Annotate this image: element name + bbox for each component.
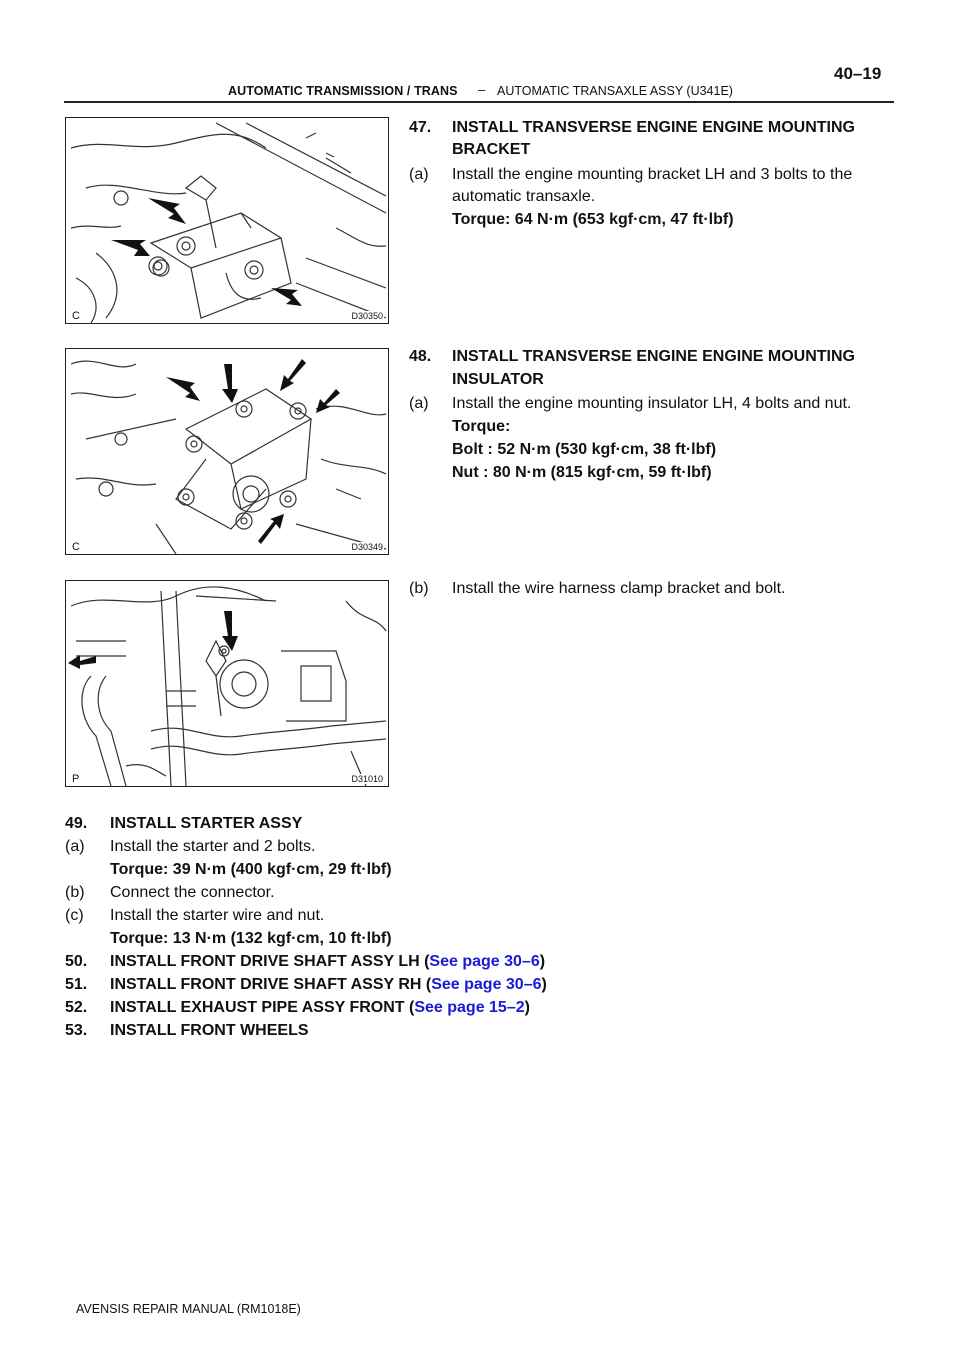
step-51 [110, 975, 547, 995]
step-49-number: 49. [65, 815, 88, 832]
step-49a-torque: Torque: 39 N·m (400 kgf·cm, 29 ft·lbf) [110, 861, 392, 878]
section-title: AUTOMATIC TRANSMISSION / TRANS [228, 84, 458, 98]
bracket-illustration [66, 118, 388, 323]
step-51-close: ) [541, 976, 547, 993]
step-51-title: INSTALL FRONT DRIVE SHAFT ASSY RH ( [110, 976, 432, 993]
step-50-close: ) [539, 953, 546, 970]
step-49-title: INSTALL STARTER ASSY [110, 815, 303, 832]
header-separator: – [478, 82, 486, 97]
subsection-title: AUTOMATIC TRANSAXLE ASSY (U341E) [497, 84, 733, 98]
header-rule [64, 101, 894, 103]
figure-code: D31010 [351, 774, 383, 784]
step-49b-text: Connect the connector. [110, 884, 275, 901]
harness-clamp-illustration [66, 581, 388, 786]
step-52 [110, 998, 530, 1018]
step-49c-torque: Torque: 13 N·m (132 kgf·cm, 10 ft·lbf) [110, 930, 392, 947]
step-47-title-cont: BRACKET [452, 141, 531, 158]
step-50-number: 50. [65, 953, 88, 970]
step-51-number: 51. [65, 976, 88, 993]
step-52-title: INSTALL EXHAUST PIPE ASSY FRONT ( [110, 999, 415, 1016]
step-48-title: INSTALL TRANSVERSE ENGINE ENGINE MOUNTING [452, 348, 855, 365]
step-48b-text: Install the wire harness clamp bracket and bolt. [452, 580, 786, 597]
step-48a-text: Install the engine mounting insulator LH, 4 bolts and nut. [452, 395, 852, 412]
step-49c-text: Install the starter wire and nut. [110, 907, 325, 924]
figure-letter: P [72, 773, 80, 785]
step-53-number: 53. [65, 1022, 88, 1039]
figure-code: D30350 [351, 311, 383, 321]
step-50-title: INSTALL FRONT DRIVE SHAFT ASSY LH ( [110, 953, 430, 970]
figure-letter: C [72, 541, 80, 553]
step-49c-label: (c) [65, 907, 84, 924]
step-47a-label: (a) [409, 166, 429, 183]
step-47-number: 47. [409, 119, 432, 136]
step-49b-label: (b) [65, 884, 85, 901]
step-52-link[interactable]: See page 15–2 [414, 999, 525, 1016]
step-48a-label: (a) [409, 395, 429, 412]
step-48-number: 48. [409, 348, 432, 365]
step-49a-label: (a) [65, 838, 85, 855]
step-47a-torque: Torque: 64 N·m (653 kgf·cm, 47 ft·lbf) [452, 211, 734, 228]
figure-letter: C [72, 310, 80, 322]
footer-manual-title: AVENSIS REPAIR MANUAL (RM1018E) [76, 1302, 301, 1316]
page-number: 40–19 [834, 64, 882, 83]
step-48a-torque-bolt: Bolt : 52 N·m (530 kgf·cm, 38 ft·lbf) [452, 441, 717, 458]
figure-code: D30349 [351, 542, 383, 552]
figure-wire-harness-clamp [65, 580, 389, 787]
step-52-close: ) [524, 999, 530, 1016]
figure-engine-mounting-insulator [65, 348, 389, 555]
step-47a-text: Install the engine mounting bracket LH and 3 bolts to the [452, 166, 853, 183]
step-48-title-cont: INSULATOR [452, 371, 544, 388]
step-49a-text: Install the starter and 2 bolts. [110, 838, 316, 855]
step-51-link[interactable]: See page 30–6 [431, 976, 542, 993]
step-52-number: 52. [65, 999, 88, 1016]
insulator-illustration [66, 349, 388, 554]
step-48b-label: (b) [409, 580, 429, 597]
step-48a-torque-nut: Nut : 80 N·m (815 kgf·cm, 59 ft·lbf) [452, 464, 712, 481]
figure-engine-mounting-bracket [65, 117, 389, 324]
step-48a-torque-label: Torque: [452, 418, 511, 435]
step-50-link[interactable]: See page 30–6 [429, 953, 540, 970]
step-47a-text-cont: automatic transaxle. [452, 188, 596, 205]
step-47-title: INSTALL TRANSVERSE ENGINE ENGINE MOUNTING [452, 119, 855, 136]
step-50 [110, 952, 545, 972]
step-53-title: INSTALL FRONT WHEELS [110, 1022, 309, 1039]
